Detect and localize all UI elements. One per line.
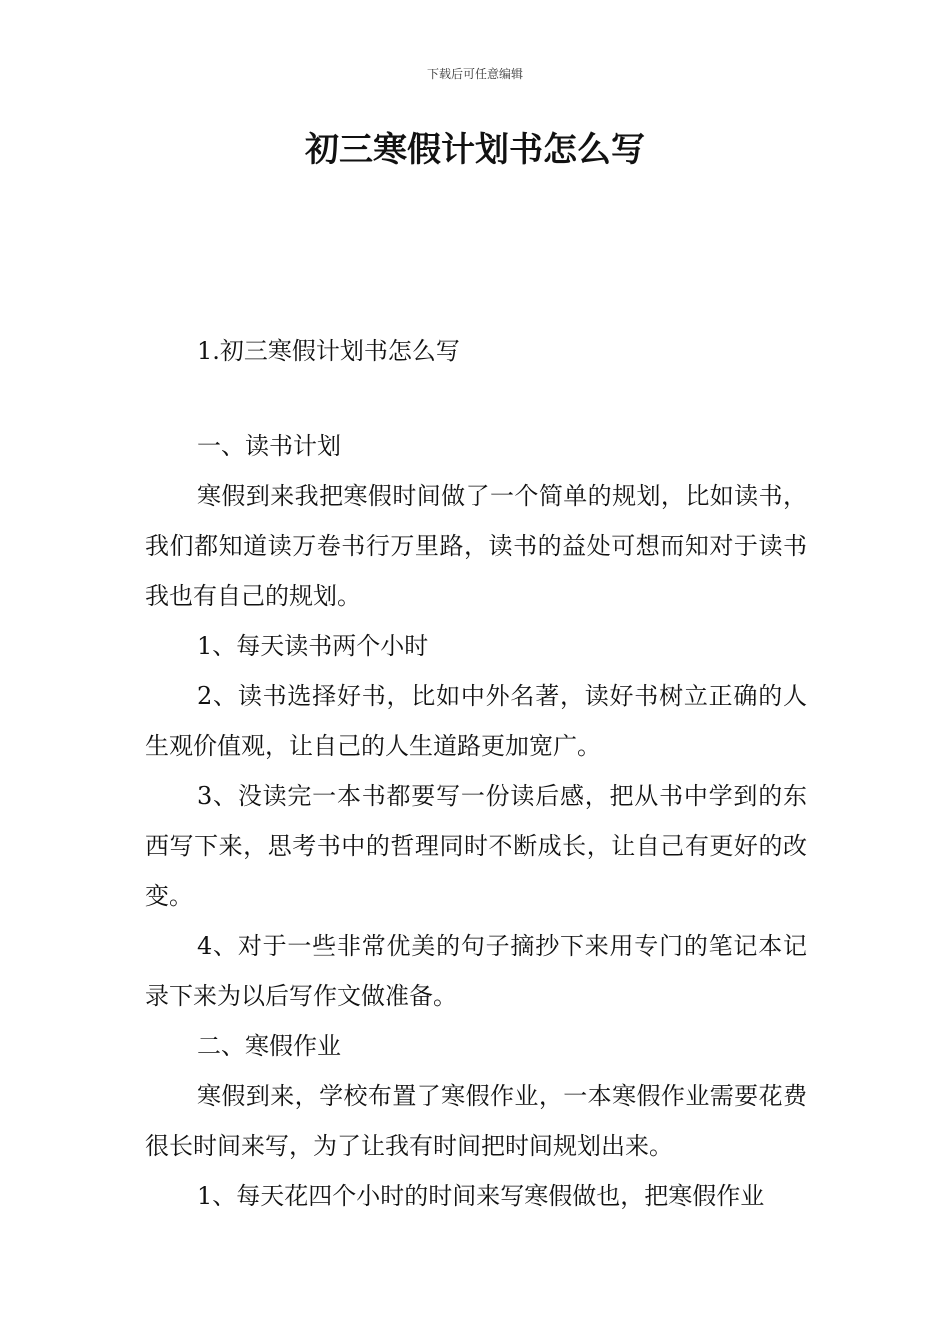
section-heading-reading: 一、读书计划 xyxy=(197,432,341,460)
list-item-homework-1: 1、每天花四个小时的时间来写寒假做也，把寒假作业 xyxy=(197,1182,765,1210)
document-subtitle: 1.初三寒假计划书怎么写 xyxy=(197,337,460,365)
paragraph-homework-intro: 寒假到来，学校布置了寒假作业，一本寒假作业需要花费很长时间来写，为了让我有时间把时间规划出来。 xyxy=(145,1082,807,1160)
list-item-reading-4: 4、对于一些非常优美的句子摘抄下来用专门的笔记本记录下来为以后写作文做准备。 xyxy=(145,932,807,1010)
document-subtitle-block xyxy=(145,326,807,376)
document-body xyxy=(145,421,807,1221)
header-note: 下载后可任意编辑 xyxy=(426,67,523,81)
section-heading-homework: 二、寒假作业 xyxy=(197,1032,341,1060)
document-title: 初三寒假计划书怎么写 xyxy=(305,130,645,170)
list-item-reading-1: 1、每天读书两个小时 xyxy=(197,632,429,660)
list-item-reading-2: 2、读书选择好书，比如中外名著，读好书树立正确的人生观价值观，让自己的人生道路更加宽广。 xyxy=(145,682,807,760)
paragraph-reading-intro: 寒假到来我把寒假时间做了一个简单的规划，比如读书，我们都知道读万卷书行万里路，读书的益处可想而知对于读书我也有自己的规划。 xyxy=(145,482,807,610)
list-item-reading-3: 3、没读完一本书都要写一份读后感，把从书中学到的东西写下来，思考书中的哲理同时不断成长，让自己有更好的改变。 xyxy=(145,782,807,910)
